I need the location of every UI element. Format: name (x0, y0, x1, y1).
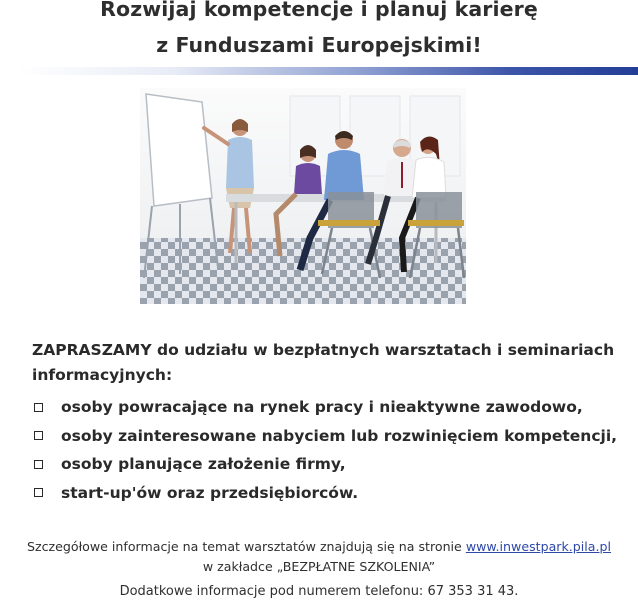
list-item (30, 422, 617, 451)
audience-list (30, 393, 617, 507)
checkbox-square-icon (34, 431, 43, 440)
list-item-label: osoby planujące założenie firmy, (61, 455, 346, 474)
website-link[interactable]: www.inwestpark.pila.pl (465, 539, 611, 554)
details-line (0, 539, 638, 554)
intro-text: ZAPRASZAMY do udziału w bezpłatnych warsztatach i seminariach informacyjnych: (32, 341, 615, 384)
gradient-divider-bar (18, 67, 638, 75)
checkbox-square-icon (34, 403, 43, 412)
checkbox-square-icon (34, 460, 43, 469)
list-item-label: osoby zainteresowane nabyciem lub rozwinięciem kompetencji, (61, 426, 618, 445)
list-item (30, 450, 617, 479)
headline-line-1: Rozwijaj kompetencje i planuj karierę (100, 0, 538, 21)
headline-line-2: z Funduszami Europejskimi! (156, 33, 482, 57)
checkbox-square-icon (34, 488, 43, 497)
workshop-photo (140, 88, 466, 304)
list-item-label: osoby powracające na rynek pracy i nieaktywne zawodowo, (61, 398, 583, 417)
list-item-label: start-up'ów oraz przedsiębiorców. (61, 483, 359, 502)
tab-info-line: w zakładce „BEZPŁATNE SZKOLENIA” (202, 559, 436, 574)
list-item (30, 393, 617, 422)
phone-info-line: Dodatkowe informacje pod numerem telefonu: 67 353 31 43. (119, 584, 519, 599)
details-prefix: Szczegółowe informacje na temat warsztatów znajdują się na stronie (27, 539, 462, 554)
list-item (30, 479, 617, 508)
